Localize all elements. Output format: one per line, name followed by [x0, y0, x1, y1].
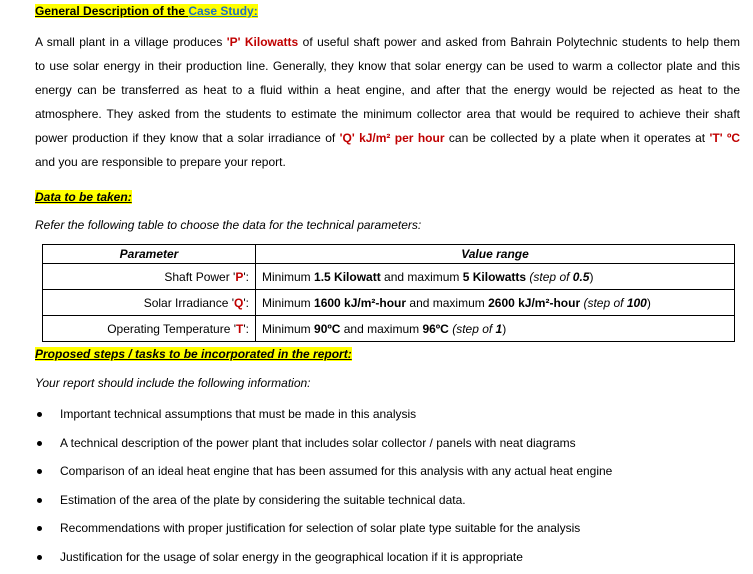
steps-list [35, 400, 612, 572]
bullet-icon [37, 469, 42, 474]
parameter-table [42, 244, 735, 342]
param-cell: Operating Temperature 'T': [43, 316, 256, 342]
bullet-icon [37, 412, 42, 417]
table-header-value-range: Value range [256, 245, 735, 264]
table-header-row [43, 245, 735, 264]
table-row [43, 290, 735, 316]
steps-heading: Proposed steps / tasks to be incorporated in the report: [35, 347, 352, 361]
value-cell: Minimum 1.5 Kilowatt and maximum 5 Kilowatts (step of 0.5) [256, 264, 735, 290]
list-item: A technical description of the power plant that includes solar collector / panels with neat diagrams [35, 429, 612, 458]
value-cell: Minimum 1600 kJ/m²-hour and maximum 2600 kJ/m²-hour (step of 100) [256, 290, 735, 316]
bullet-icon [37, 555, 42, 560]
list-item: Estimation of the area of the plate by considering the suitable technical data. [35, 486, 612, 515]
description-line: and you are responsible to prepare your report. [35, 155, 286, 169]
description-line: atmosphere. They asked from the students to estimate the minimum collector area that would be required to achieve their shaft [35, 107, 740, 121]
description-line: energy can be transferred as heat to a fluid within a heat engine, and after that the energy would be rejected as heat to the [35, 83, 740, 97]
list-item: Comparison of an ideal heat engine that has been assumed for this analysis with any actual heat engine [35, 457, 612, 486]
list-item: Recommendations with proper justification for selection of solar plate type suitable for the analysis [35, 514, 612, 543]
param-cell: Shaft Power 'P': [43, 264, 256, 290]
description-line: to use solar energy in their production line. Generally, they know that solar energy can be used to warm a collector plate and this [35, 59, 740, 73]
value-cell: Minimum 90ºC and maximum 96ºC (step of 1) [256, 316, 735, 342]
description-line: power production if they know that a solar irradiance of 'Q' kJ/m² per hour can be collected by a plate when it operates at 'T' ºC [35, 131, 740, 145]
general-description-heading: General Description of the Case Study: [35, 4, 258, 18]
list-item: Justification for the usage of solar energy in the geographical location if it is appropriate [35, 543, 612, 572]
table-header-parameter: Parameter [43, 245, 256, 264]
data-intro: Refer the following table to choose the data for the technical parameters: [35, 218, 422, 232]
bullet-icon [37, 526, 42, 531]
table-row [43, 264, 735, 290]
description-paragraph [35, 30, 740, 174]
description-line: A small plant in a village produces 'P' Kilowatts of useful shaft power and asked from Bahrain Polytechnic students to help them [35, 35, 741, 49]
param-cell: Solar Irradiance 'Q': [43, 290, 256, 316]
steps-intro: Your report should include the following information: [35, 376, 311, 390]
data-heading: Data to be taken: [35, 190, 132, 204]
bullet-icon [37, 498, 42, 503]
table-row [43, 316, 735, 342]
bullet-icon [37, 441, 42, 446]
list-item: Important technical assumptions that must be made in this analysis [35, 400, 612, 429]
